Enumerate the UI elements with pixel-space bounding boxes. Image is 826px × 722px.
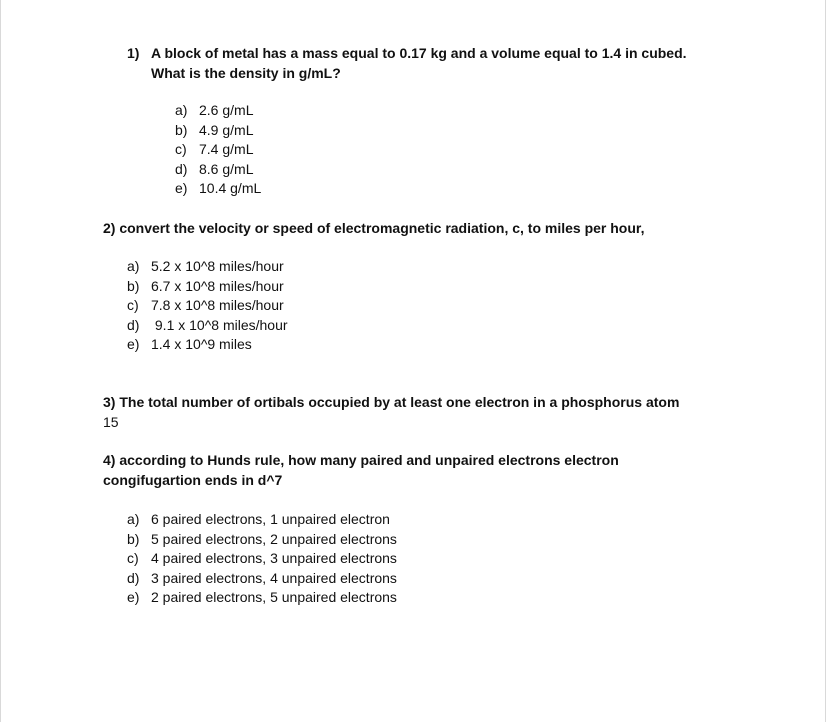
option-letter: a)	[175, 102, 188, 118]
option-text: 4 paired electrons, 3 unpaired electrons	[151, 550, 397, 567]
question-4-option-a	[127, 510, 397, 530]
option-text: 7.8 x 10^8 miles/hour	[151, 297, 284, 314]
option-letter: a)	[127, 258, 140, 274]
question-2-option-d	[127, 316, 288, 336]
option-letter: c)	[127, 297, 139, 314]
question-4-options	[127, 510, 397, 608]
question-4-option-c	[127, 549, 397, 569]
question-1-line-2: What is the density in g/mL?	[151, 65, 341, 81]
option-text: 4.9 g/mL	[199, 121, 254, 138]
question-1-number: 1)	[127, 45, 140, 61]
option-letter: e)	[127, 589, 140, 606]
question-2-option-c	[127, 296, 288, 316]
question-2-option-e	[127, 335, 288, 355]
option-letter: a)	[127, 511, 140, 527]
option-text: 7.4 g/mL	[199, 141, 254, 158]
question-1-option-d	[175, 160, 261, 180]
question-4-option-e	[127, 588, 397, 608]
option-letter: b)	[127, 530, 140, 547]
question-2	[103, 218, 803, 238]
question-2-option-b	[127, 277, 288, 297]
option-text: 6.7 x 10^8 miles/hour	[151, 277, 284, 294]
option-letter: e)	[127, 336, 140, 353]
question-1-options	[175, 101, 261, 199]
option-text: 2.6 g/mL	[199, 102, 254, 118]
option-letter: d)	[127, 316, 140, 333]
option-text: 5 paired electrons, 2 unpaired electrons	[151, 530, 397, 547]
question-1-option-c	[175, 140, 261, 160]
option-letter: b)	[175, 121, 188, 138]
option-text: 6 paired electrons, 1 unpaired electron	[151, 511, 390, 527]
option-letter: d)	[127, 569, 140, 586]
question-1-line-1: A block of metal has a mass equal to 0.17 kg and a volume equal to 1.4 in cubed.	[151, 45, 687, 61]
question-4-option-b	[127, 530, 397, 550]
question-4-line-2: congifugartion ends in d^7	[103, 472, 283, 488]
option-text: 8.6 g/mL	[199, 160, 254, 177]
option-letter: c)	[175, 141, 187, 158]
question-2-text: 2) convert the velocity or speed of electromagnetic radiation, c, to miles per hour,	[103, 220, 645, 236]
question-4-line-1: 4) according to Hunds rule, how many paired and unpaired electrons electron	[103, 452, 619, 468]
option-letter: e)	[175, 180, 188, 197]
question-4-option-d	[127, 569, 397, 589]
question-3-answer: 15	[103, 414, 119, 430]
question-1-option-e	[175, 179, 261, 199]
question-2-option-a	[127, 257, 288, 277]
question-4	[103, 450, 803, 490]
question-2-options	[127, 257, 288, 355]
option-letter: c)	[127, 550, 139, 567]
option-letter: d)	[175, 160, 188, 177]
question-3	[103, 392, 803, 432]
question-1-option-b	[175, 121, 261, 141]
option-text: 5.2 x 10^8 miles/hour	[151, 258, 284, 274]
option-text: 3 paired electrons, 4 unpaired electrons	[151, 569, 397, 586]
question-1-option-a	[175, 101, 261, 121]
option-letter: b)	[127, 277, 140, 294]
option-text: 2 paired electrons, 5 unpaired electrons	[151, 589, 397, 606]
question-3-text: 3) The total number of ortibals occupied by at least one electron in a phosphorus atom	[103, 394, 680, 410]
option-text: 1.4 x 10^9 miles	[151, 336, 252, 353]
option-text: 9.1 x 10^8 miles/hour	[151, 316, 288, 333]
question-1	[127, 43, 767, 83]
option-text: 10.4 g/mL	[199, 180, 262, 197]
